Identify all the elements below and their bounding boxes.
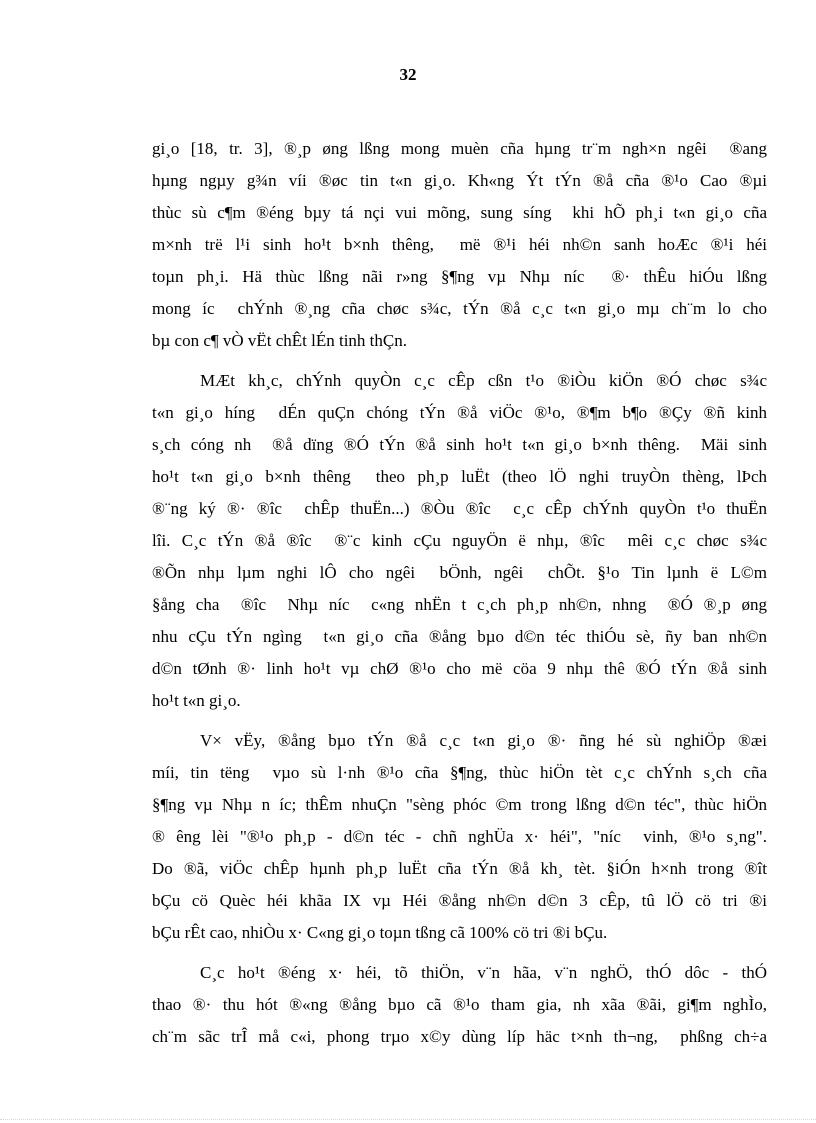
text-line: ®Õn nhµ lµm nghi lÔ cho ngêi bÖnh, ngêi chÕt. §¹o Tin lµnh ë L©m bbox=[152, 563, 767, 582]
text-line: ® êng lèi "®¹o ph¸p - d©n téc - chñ nghÜa x· héi", "níc vinh, ®¹o s¸ng". bbox=[152, 827, 767, 846]
text-line: V× vËy, ®ång bµo tÝn ®å c¸c t«n gi¸o ®· ñng hé sù nghiÖp ®æi bbox=[200, 731, 767, 750]
text-line: toµn ph¸i. Hä thùc lßng nãi r»ng §¶ng vµ Nhµ níc ®· thÊu hiÓu lßng bbox=[152, 267, 767, 286]
text-line: nhu cÇu tÝn ngìng t«n gi¸o cña ®ång bµo d©n téc thiÓu sè, ñy ban nh©n bbox=[152, 627, 767, 646]
text-line: m×nh trë l¹i sinh ho¹t b×nh thêng, më ®¹i héi nh©n sanh hoÆc ®¹i héi bbox=[152, 235, 767, 254]
text-line: ®¨ng ký ®· ®îc chÊp thuËn...) ®Òu ®îc c¸c cÊp chÝnh quyÒn t¹o thuËn bbox=[152, 499, 767, 518]
paragraph bbox=[152, 957, 767, 1053]
text-line: ch¨m sãc trÎ må c«i, phong trµo x©y dùng líp häc t×nh th¬ng, phßng ch÷a bbox=[152, 1027, 767, 1046]
text-line: MÆt kh¸c, chÝnh quyÒn c¸c cÊp cßn t¹o ®iÒu kiÖn ®Ó chøc s¾c bbox=[200, 371, 767, 390]
text-line: thao ®· thu hót ®«ng ®ång bµo cã ®¹o tham gia, nh xãa ®ãi, gi¶m nghÌo, bbox=[152, 995, 767, 1014]
text-line: s¸ch cóng nh ®å dïng ®Ó tÝn ®å sinh ho¹t t«n gi¸o b×nh thêng. Mäi sinh bbox=[152, 435, 767, 454]
text-line: d©n tØnh ®· linh ho¹t vµ chØ ®¹o cho më cöa 9 nhµ thê ®Ó tÝn ®å sinh bbox=[152, 659, 767, 678]
text-line: ho¹t t«n gi¸o. bbox=[152, 691, 241, 710]
document-body bbox=[152, 133, 767, 1053]
text-line: míi, tin tëng vµo sù l·nh ®¹o cña §¶ng, thùc hiÖn tèt c¸c chÝnh s¸ch cña bbox=[152, 763, 767, 782]
text-line: C¸c ho¹t ®éng x· héi, tõ thiÖn, v¨n hãa, v¨n nghÖ, thÓ dôc - thÓ bbox=[200, 963, 767, 982]
text-line: hµng ngµy g¾n víi ®øc tin t«n gi¸o. Kh«ng Ýt tÝn ®å cña ®¹o Cao ®µi bbox=[152, 171, 767, 190]
text-line: bµ con c¶ vÒ vËt chÊt lÉn tinh thÇn. bbox=[152, 331, 407, 350]
page-bottom-divider bbox=[0, 1119, 816, 1120]
paragraph bbox=[152, 133, 767, 357]
text-line: bÇu rÊt cao, nhiÒu x· C«ng gi¸o toµn tßng cã 100% cö tri ®i bÇu. bbox=[152, 923, 608, 942]
text-line: Do ®ã, viÖc chÊp hµnh ph¸p luËt cña tÝn ®å kh¸ tèt. §iÓn h×nh trong ®ît bbox=[152, 859, 767, 878]
paragraph bbox=[152, 365, 767, 717]
text-line: t«n gi¸o híng dÉn quÇn chóng tÝn ®å viÖc ®¹o, ®¶m b¶o ®Çy ®ñ kinh bbox=[152, 403, 767, 422]
text-line: §ång cha ®îc Nhµ níc c«ng nhËn t c¸ch ph¸p nh©n, nhng ®Ó ®¸p øng bbox=[152, 595, 767, 614]
text-line: lîi. C¸c tÝn ®å ®îc ®¨c kinh cÇu nguyÖn ë nhµ, ®îc mêi c¸c chøc s¾c bbox=[152, 531, 767, 550]
text-line: bÇu cö Quèc héi khãa IX vµ Héi ®ång nh©n d©n 3 cÊp, tû lÖ cö tri ®i bbox=[152, 891, 767, 910]
text-line: ho¹t t«n gi¸o b×nh thêng theo ph¸p luËt (theo lÖ nghi truyÒn thèng, lÞch bbox=[152, 467, 767, 486]
paragraph bbox=[152, 725, 767, 949]
text-line: mong íc chÝnh ®¸ng cña chøc s¾c, tÝn ®å c¸c t«n gi¸o mµ ch¨m lo cho bbox=[152, 299, 767, 318]
text-line: thùc sù c¶m ®éng bµy tá nçi vui mõng, sung síng khi hÕ ph¸i t«n gi¸o cña bbox=[152, 203, 767, 222]
text-line: §¶ng vµ Nhµ n íc; thÊm nhuÇn "sèng phóc ©m trong lßng d©n téc", thùc hiÖn bbox=[152, 795, 767, 814]
text-line: gi¸o [18, tr. 3], ®¸p øng lßng mong muèn cña hµng tr¨m ngh×n ngêi ®ang bbox=[152, 139, 767, 158]
page-number: 32 bbox=[399, 65, 417, 84]
